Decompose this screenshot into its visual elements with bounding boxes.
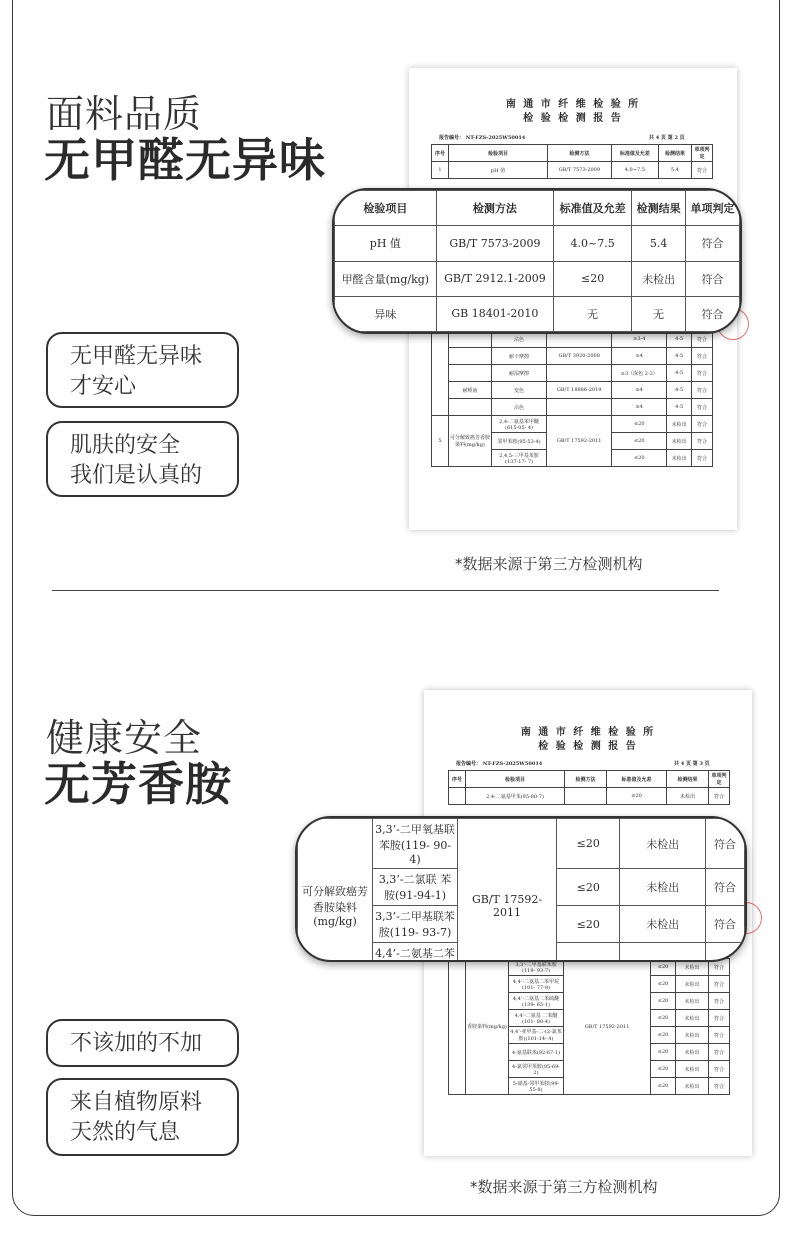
section1-source-note: *数据来源于第三方检测机构 <box>455 555 643 573</box>
cell: 邻甲苯胺(95-53-4) <box>492 433 547 450</box>
cell: ≤20 <box>651 1078 676 1095</box>
cell: 未检出 <box>667 433 692 450</box>
report-table-bottom <box>448 958 730 1095</box>
cell: 未检出 <box>676 1078 709 1095</box>
cell: 沾色 <box>492 399 547 416</box>
table-header: 序号 <box>432 145 449 162</box>
table-header: 单项判定 <box>686 191 740 226</box>
cell: GB/T 3920-2008 <box>547 348 612 365</box>
cell: 符合 <box>692 450 713 467</box>
cell <box>432 331 449 416</box>
report-title: 南 通 市 纤 维 检 验 所 <box>520 727 656 738</box>
cell: ≤20 <box>554 261 632 296</box>
table-header: 检测结果 <box>667 771 709 788</box>
pill-line: 肌肤的安全 <box>70 433 181 458</box>
table-header: 检验项目 <box>449 145 548 162</box>
cell <box>449 399 492 416</box>
cell: 符合 <box>709 959 730 976</box>
table-row <box>432 365 713 382</box>
cell: ≤20 <box>651 993 676 1010</box>
cell: GB/T 18886-2019 <box>547 382 612 399</box>
cell: ≤20 <box>651 1027 676 1044</box>
cell: 3,3’-二甲氧基联苯胺(119- 90-4) <box>373 819 458 869</box>
cell: 符合 <box>686 226 740 261</box>
cell <box>449 348 492 365</box>
cell: 4-5 <box>667 365 692 382</box>
section2-zoom-callout <box>295 816 747 962</box>
cell: 1 <box>432 162 449 179</box>
cell: 3,3’-二甲基联苯胺(119- 93-7) <box>373 906 458 943</box>
cell: GB/T 2912.1-2009 <box>436 261 553 296</box>
cell: 4.0~7.5 <box>554 226 632 261</box>
table-row <box>432 382 713 399</box>
table-row <box>335 261 740 296</box>
cell: ≥3-4 <box>612 331 667 348</box>
cell: 未检出 <box>632 261 686 296</box>
cell: 未检出 <box>620 906 706 943</box>
section1-pill-1 <box>46 332 239 408</box>
cell: ≥3（深色 2-3） <box>612 365 667 382</box>
cell: 符合 <box>709 1027 730 1044</box>
section2-pill-2 <box>46 1078 239 1156</box>
cell: 4-5 <box>667 348 692 365</box>
cell: 未检出 <box>620 819 706 869</box>
pill-line: 我们是认真的 <box>70 463 203 488</box>
table-row <box>432 348 713 365</box>
cell: 沾色 <box>492 331 547 348</box>
cell: 异味 <box>335 296 437 331</box>
cell: 2,4-二氨基苯甲醚(615-05- 4) <box>492 416 547 433</box>
cell: 符合 <box>692 416 713 433</box>
cell: 5.4 <box>632 226 686 261</box>
cell: 5.4 <box>658 162 691 179</box>
table-header: 检验项目 <box>335 191 437 226</box>
cell: 未检出 <box>667 450 692 467</box>
section2-source-note: *数据来源于第三方检测机构 <box>470 1178 658 1196</box>
cell: 可分解致癌芳香胺染料(mg/kg) <box>298 819 373 963</box>
cell: 耐干摩擦 <box>492 348 547 365</box>
cell: GB 18401-2010 <box>436 296 553 331</box>
section1-title-line1: 面料品质 <box>46 92 203 136</box>
table-header: 单项判定 <box>692 145 713 162</box>
cell: 4-氨基联苯(92-67-1) <box>509 1044 564 1061</box>
cell: 符合 <box>692 162 713 179</box>
cell: 符合 <box>709 976 730 993</box>
report-number: 报告编号： NT-FZS-2025W50014 <box>456 761 543 767</box>
report-table-top <box>448 770 730 805</box>
cell: 4.0~7.5 <box>611 162 658 179</box>
section1-pill-2 <box>46 421 239 497</box>
cell: ≤20 <box>651 976 676 993</box>
zoom-table <box>297 818 745 962</box>
cell: 未检出 <box>676 1027 709 1044</box>
cell: 未检出 <box>667 788 709 805</box>
cell: 符合 <box>692 433 713 450</box>
cell: 4,4’-二氨基二苯甲烷(101- 77-9) <box>509 976 564 993</box>
table-header: 检测结果 <box>658 145 691 162</box>
cell: GB/T 17592-2011 <box>458 819 557 963</box>
cell: 符合 <box>706 869 745 906</box>
table-header: 标准值及允差 <box>554 191 632 226</box>
section-divider <box>52 590 719 591</box>
cell: ≤20 <box>651 959 676 976</box>
cell: pH 值 <box>449 162 548 179</box>
cell: 甲醛含量(mg/kg) <box>335 261 437 296</box>
cell: 未检出 <box>676 993 709 1010</box>
cell: 4-氯邻甲苯胺(95-69-2) <box>509 1061 564 1078</box>
cell: 符合 <box>686 261 740 296</box>
table-header: 序号 <box>449 771 466 788</box>
cell: GB/T 7573-2009 <box>436 226 553 261</box>
cell: 无 <box>632 296 686 331</box>
cell: 符合 <box>706 906 745 943</box>
table-row <box>298 819 745 869</box>
table-header: 检验项目 <box>466 771 565 788</box>
cell <box>547 399 612 416</box>
cell: 4,4’-二氨基二苯硫醚(139- 65-1) <box>509 993 564 1010</box>
cell: 5 <box>432 416 449 467</box>
cell: GB/T 7573-2009 <box>548 162 612 179</box>
table-row <box>432 416 713 433</box>
report-page: 共 4 页 第 3 页 <box>674 761 710 767</box>
cell: 未检出 <box>676 1061 709 1078</box>
cell: ≤20 <box>557 819 620 869</box>
cell: ≤20 <box>651 1044 676 1061</box>
report-table-top <box>431 144 713 179</box>
cell: 4,4’-二氨基 二苯醚(101- 80-4) <box>509 1010 564 1027</box>
cell: 符合 <box>709 1078 730 1095</box>
table-header: 检测结果 <box>632 191 686 226</box>
table-row <box>449 788 730 805</box>
cell <box>557 943 620 963</box>
pill-line: 才安心 <box>70 374 137 399</box>
cell <box>547 365 612 382</box>
cell: 符合 <box>709 1010 730 1027</box>
cell: 耐唾液 <box>449 382 492 399</box>
cell: 可分解致癌芳香胺染料(mg/kg) <box>449 416 492 467</box>
cell: 5-硝基-邻甲苯胺(99-55-8) <box>509 1078 564 1095</box>
cell <box>620 943 706 963</box>
cell: 无 <box>554 296 632 331</box>
cell: 符合 <box>692 382 713 399</box>
section1-zoom-callout <box>332 188 742 334</box>
cell: 未检出 <box>667 416 692 433</box>
report-subtitle: 检 验 检 测 报 告 <box>523 113 623 124</box>
cell: 符合 <box>686 296 740 331</box>
cell <box>449 365 492 382</box>
table-header: 单项判定 <box>709 771 730 788</box>
table-row <box>335 296 740 331</box>
section2-pill-1 <box>46 1019 239 1067</box>
report-subtitle: 检 验 检 测 报 告 <box>538 741 638 752</box>
cell: 未检出 <box>676 976 709 993</box>
section1-title-line2: 无甲醛无异味 <box>44 133 326 187</box>
cell: 符合 <box>709 1061 730 1078</box>
cell: 符合 <box>692 331 713 348</box>
cell: ≥4 <box>612 399 667 416</box>
cell: 未检出 <box>676 1010 709 1027</box>
cell <box>449 959 466 1095</box>
cell: 变色 <box>492 382 547 399</box>
cell: ≤20 <box>557 906 620 943</box>
report-number: 报告编号： NT-FZS-2025W50014 <box>439 135 526 141</box>
cell: 4-5 <box>667 382 692 399</box>
cell: ≤20 <box>651 1061 676 1078</box>
section2-title-line1: 健康安全 <box>46 716 203 760</box>
cell: 4-5 <box>667 331 692 348</box>
cell: 3,3’-二氯联 苯胺(91-94-1) <box>373 869 458 906</box>
report-title: 南 通 市 纤 维 检 验 所 <box>505 99 641 110</box>
report-page: 共 4 页 第 2 页 <box>649 135 685 141</box>
cell: 4-5 <box>667 399 692 416</box>
pill-line: 不该加的不加 <box>70 1031 203 1056</box>
cell: ≤20 <box>612 450 667 467</box>
table-row <box>432 162 713 179</box>
cell: pH 值 <box>335 226 437 261</box>
cell: ≥4 <box>612 348 667 365</box>
table-row <box>335 226 740 261</box>
cell: ≤20 <box>651 1010 676 1027</box>
cell: 符合 <box>709 788 730 805</box>
report-table-bottom <box>431 330 713 467</box>
cell: 3,3’-二甲基联苯胺(119- 93-7) <box>509 959 564 976</box>
pill-line: 天然的气息 <box>70 1120 181 1145</box>
cell: GB/T 17592-2011 <box>564 959 651 1095</box>
cell: 2,4-二氨基甲苯(95-80-7) <box>466 788 565 805</box>
cell: 4,4’-亚甲基-二-(2-氯苯 胺)(101-14- 4) <box>509 1027 564 1044</box>
cell: 符合 <box>692 399 713 416</box>
table-header: 标准值及允差 <box>611 145 658 162</box>
cell: 耐湿摩擦 <box>492 365 547 382</box>
cell: 4,4’-二氨基二苯 <box>373 943 458 963</box>
table-header: 检测方法 <box>565 771 607 788</box>
cell: 未检出 <box>620 869 706 906</box>
cell: GB/T 17592-2011 <box>547 416 612 467</box>
table-header: 检测方法 <box>436 191 553 226</box>
table-header: 检测方法 <box>548 145 612 162</box>
cell: 符合 <box>709 1044 730 1061</box>
table-row <box>432 399 713 416</box>
section2-title-line2: 无芳香胺 <box>44 757 232 811</box>
cell: ≤20 <box>557 869 620 906</box>
cell <box>449 788 466 805</box>
cell: 未检出 <box>676 1044 709 1061</box>
cell: 香胺染料(mg/kg) <box>466 959 509 1095</box>
cell: 符合 <box>709 993 730 1010</box>
pill-line: 来自植物原料 <box>70 1090 203 1115</box>
cell: 未检出 <box>676 959 709 976</box>
cell: ≤20 <box>606 788 666 805</box>
cell <box>565 788 607 805</box>
table-header: 标准值及允差 <box>606 771 666 788</box>
pill-line: 无甲醛无异味 <box>70 344 203 369</box>
cell: 符合 <box>706 819 745 869</box>
zoom-table <box>334 190 740 332</box>
cell: ≤20 <box>612 416 667 433</box>
cell: 2,4,5-三甲基苯胺(137-17- 7) <box>492 450 547 467</box>
cell: 符合 <box>692 348 713 365</box>
cell: ≥4 <box>612 382 667 399</box>
cell: 符合 <box>692 365 713 382</box>
cell: ≤20 <box>612 433 667 450</box>
